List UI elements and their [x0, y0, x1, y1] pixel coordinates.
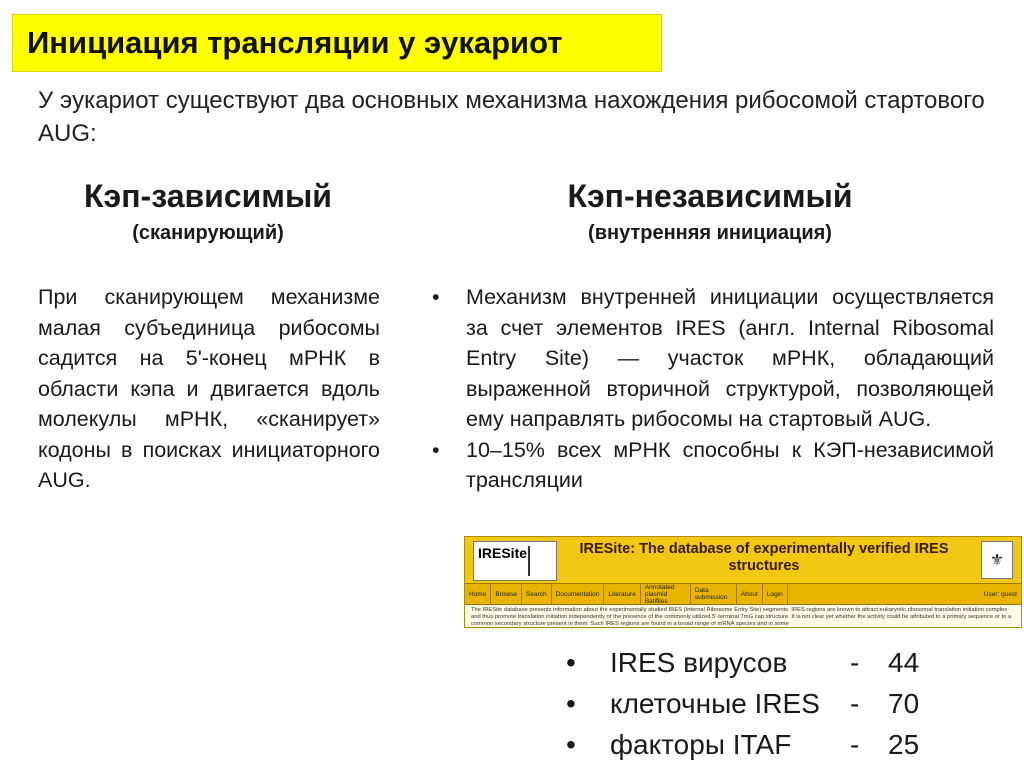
bullet-dot: •	[432, 437, 440, 462]
nav-search[interactable]: Search	[522, 584, 552, 604]
iresite-logo	[473, 541, 557, 581]
emblem-icon: ⚜	[981, 541, 1013, 579]
stat-label: IRES вирусов	[610, 647, 788, 678]
stat-value: 25	[888, 729, 920, 760]
right-bullet-list	[428, 282, 994, 496]
bullet-item	[428, 435, 994, 496]
right-column-header	[420, 176, 1000, 250]
nav-literature[interactable]: Literature	[604, 584, 640, 604]
nav-browse[interactable]: Browse	[491, 584, 522, 604]
stat-label: клеточные IRES	[610, 688, 820, 719]
bullet-item	[428, 282, 994, 435]
nav-documentation[interactable]: Documentation	[552, 584, 605, 604]
bullet-text: Механизм внутренней инициации осуществляется за счет элементов IRES (англ. Internal Ribosomal Entry Site) — участок мРНК, обладающий выраженной вторичной структурой, позволяющей ему направлять рибосомы на стартовый AUG.	[466, 285, 994, 431]
left-column-text: При сканирующем механизме малая субъединица рибосомы садится на 5'-конец мРНК в области кэпа и двигается вдоль молекулы мРНК, «сканирует» кодоны в поисках инициаторного AUG.	[38, 285, 380, 492]
nav-login[interactable]: Login	[763, 584, 788, 604]
iresite-screenshot	[464, 536, 1022, 628]
nav-annotated-plasmid[interactable]: Annotated plasmid Batifiles	[641, 584, 691, 604]
nav-data-submission[interactable]: Data submission	[691, 584, 737, 604]
iresite-nav	[465, 583, 1021, 605]
stat-value: 70	[888, 688, 920, 719]
right-heading: Кэп-независимый	[567, 178, 853, 214]
right-subheading: (внутренняя инициация)	[588, 222, 832, 244]
bullet-dot: •	[566, 647, 576, 678]
left-column-header	[38, 176, 378, 250]
bullet-dot: •	[566, 729, 576, 760]
bullet-dot: •	[432, 285, 440, 309]
slide-title: Инициация трансляции у эукариот	[27, 25, 563, 60]
nav-about[interactable]: About	[737, 584, 763, 604]
iresite-title: IRESite: The database of experimentally verified IRES structures	[579, 541, 949, 574]
title-banner	[12, 14, 662, 72]
nav-home[interactable]: Home	[465, 584, 491, 604]
intro-text: У эукариот существуют два основных механизма нахождения рибосомой стартового AUG:	[38, 87, 985, 147]
tree-icon	[528, 546, 550, 576]
stat-item	[566, 642, 926, 683]
left-subheading: (сканирующий)	[132, 222, 284, 244]
left-heading: Кэп-зависимый	[84, 178, 332, 214]
iresite-description: The IRESite database presents information about the experimentally studied IRES (Internal Ribosome Entry Site) segments. IRES regions are known to attract eukaryotic ribosomal translation initiation complex and thus promote translation initiation independently of the presence of the commonly utilized 5'-terminal 7mG cap structure. It is not clear yet whether the activity could be attributed to a primary sequence or to a common secondary structure present in them. Such IRES regions are found in a broad range of mRNA species and in some	[465, 605, 1021, 628]
stat-item	[566, 724, 926, 765]
nav-user: User: guest	[983, 590, 1017, 598]
iresite-logo-text: IRESite	[478, 545, 528, 561]
stat-dash: -	[850, 647, 860, 678]
stat-value: 44	[888, 647, 920, 678]
stat-item	[566, 683, 926, 724]
stat-label: факторы ITAF	[610, 729, 792, 760]
stat-dash: -	[850, 729, 860, 760]
ires-stats-list	[566, 642, 926, 765]
bullet-text: 10–15% всех мРНК способны к КЭП-независимой трансляции	[466, 437, 994, 492]
bullet-dot: •	[566, 688, 576, 719]
stat-dash: -	[850, 688, 860, 719]
